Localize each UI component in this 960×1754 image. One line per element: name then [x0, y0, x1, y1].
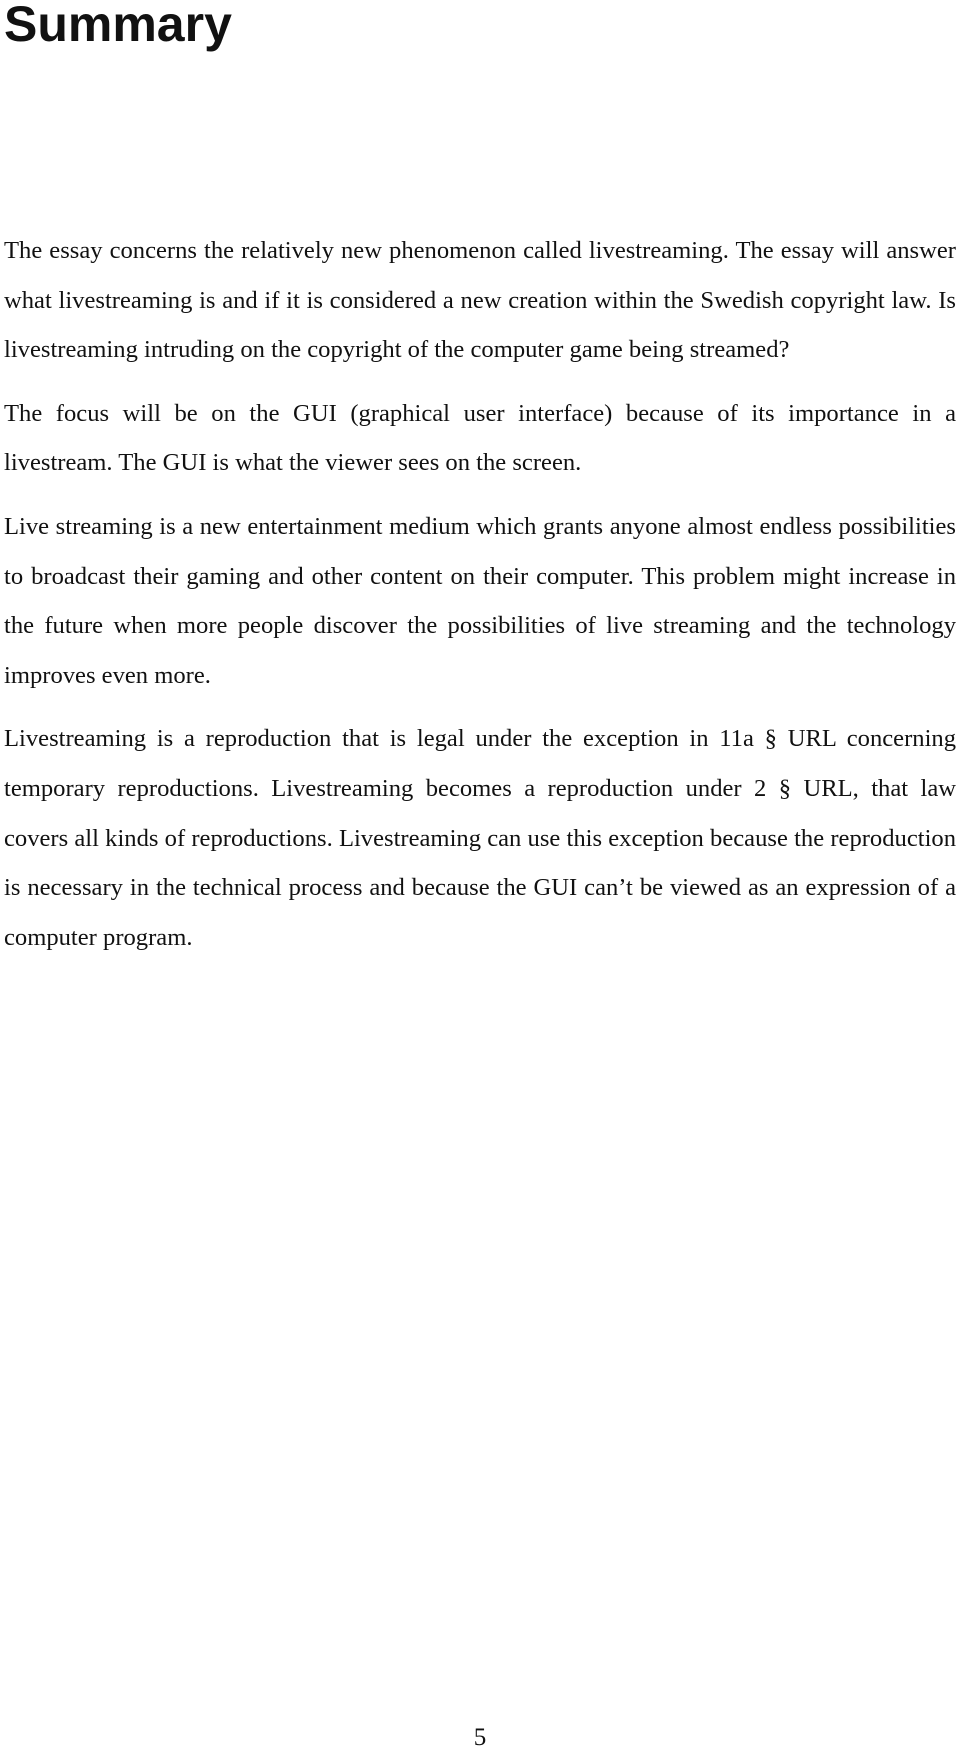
paragraph-live-streaming: Live streaming is a new entertainment medium which grants anyone almost endless possibilities to broadcast their gaming and other content on their computer. This problem might increase in the future when more people discover the possibilities of live streaming and the technology improves even more. [4, 512, 956, 689]
paragraph-reproduction: Livestreaming is a reproduction that is legal under the exception in 11a § URL concerning temporary reproductions. Livestreaming becomes a reproduction under 2 § URL, that law covers all kinds of reproductions. Livestreaming can use this exception because the reproduction is necessary in the technical process and because the GUI can’t be viewed as an expression of a computer program. [4, 725, 956, 951]
page-title: Summary [4, 0, 232, 52]
page-number: 5 [473, 1724, 487, 1751]
paragraph-intro: The essay concerns the relatively new phenomenon called livestreaming. The essay will answer what livestreaming is and if it is considered a new creation within the Swedish copyright law. Is livestreaming intruding on the copyright of the computer game being streamed? [4, 237, 956, 364]
paragraph-gui-focus: The focus will be on the GUI (graphical user interface) because of its importance in a livestream. The GUI is what the viewer sees on the screen. [4, 399, 956, 477]
summary-body [4, 226, 956, 962]
